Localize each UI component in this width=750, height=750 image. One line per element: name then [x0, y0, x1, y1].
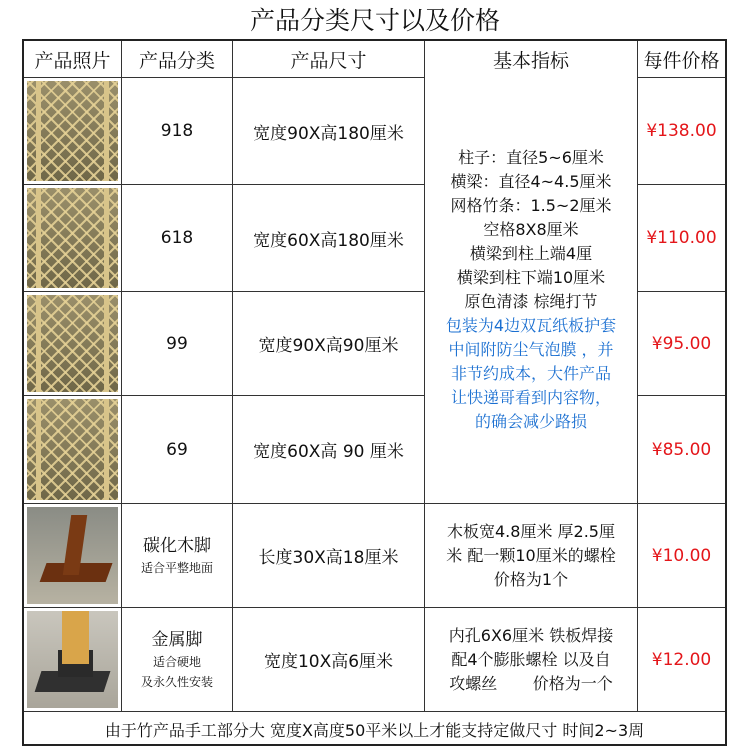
table-row [24, 607, 725, 711]
product-size: 宽度90X高90厘米 [233, 292, 425, 395]
page-title: 产品分类尺寸以及价格 [249, 6, 500, 35]
header-category: 产品分类 [122, 41, 233, 77]
product-category: 618 [122, 185, 233, 291]
product-photo [24, 608, 122, 711]
table-footer [24, 711, 725, 746]
product-price: ¥12.00 [651, 649, 712, 670]
product-category: 918 [122, 78, 233, 184]
product-category: 碳化木脚 适合平整地面 [122, 504, 233, 607]
product-price: ¥138.00 [646, 121, 717, 141]
product-size: 宽度10X高6厘米 [233, 608, 425, 711]
product-category: 69 [122, 396, 233, 503]
packaging-note: 包装为4边双瓦纸板护套 [445, 316, 617, 335]
product-photo [24, 78, 122, 184]
spec-line: 网格竹条：1.5~2厘米 [450, 196, 612, 215]
bamboo-trellis-photo [27, 81, 118, 181]
product-category: 99 [122, 292, 233, 395]
product-price: ¥110.00 [646, 228, 717, 248]
table-header [24, 41, 725, 77]
packaging-note: 的确会减少路损 [474, 412, 587, 431]
table-row [24, 503, 725, 607]
spec-merged-cell [425, 77, 638, 503]
spec-line: 横梁：直径4~4.5厘米 [450, 172, 612, 191]
product-size: 长度30X高18厘米 [233, 504, 425, 607]
packaging-note: 非节约成本，大件产品 [450, 364, 611, 383]
product-size: 宽度60X高180厘米 [233, 185, 425, 291]
bamboo-trellis-photo [27, 188, 118, 288]
bamboo-trellis-photo [27, 295, 118, 392]
header-price: 每件价格 [643, 49, 720, 72]
metal-foot-photo [27, 611, 118, 708]
product-price: ¥95.00 [651, 333, 712, 354]
product-price: ¥85.00 [651, 439, 712, 460]
product-photo [24, 292, 122, 395]
spec-line: 空格8X8厘米 [483, 220, 579, 239]
bamboo-trellis-photo [27, 399, 118, 500]
product-photo [24, 504, 122, 607]
product-spec: 内孔6X6厘米 铁板焊接 配4个膨胀螺栓 以及自 攻螺丝 价格为一个 [425, 608, 638, 711]
wood-foot-photo [27, 507, 118, 604]
header-spec: 基本指标 [425, 41, 638, 77]
product-size: 宽度60X高 90 厘米 [233, 396, 425, 503]
custom-size-note: 由于竹产品手工部分大 宽度X高度50平米以上才能支持定做尺寸 时间2~3周 [104, 721, 645, 740]
product-category: 金属脚 适合硬地 及永久性安装 [122, 608, 233, 711]
spec-line: 原色清漆 棕绳打节 [464, 292, 598, 311]
spec-line: 柱子：直径5~6厘米 [458, 148, 604, 167]
product-size: 宽度90X高180厘米 [233, 78, 425, 184]
product-photo [24, 396, 122, 503]
spec-line: 横梁到柱下端10厘米 [456, 268, 606, 287]
header-size: 产品尺寸 [233, 41, 425, 77]
spec-line: 横梁到柱上端4厘 [469, 244, 593, 263]
header-photo: 产品照片 [24, 41, 122, 77]
product-spec: 木板宽4.8厘米 厚2.5厘 米 配一颗10厘米的螺栓 价格为1个 [425, 504, 638, 607]
product-price: ¥10.00 [651, 545, 712, 566]
packaging-note: 中间附防尘气泡膜 ，并 [448, 340, 614, 359]
product-photo [24, 185, 122, 291]
price-table [22, 39, 727, 746]
packaging-note: 让快递哥看到内容物， [450, 388, 611, 407]
